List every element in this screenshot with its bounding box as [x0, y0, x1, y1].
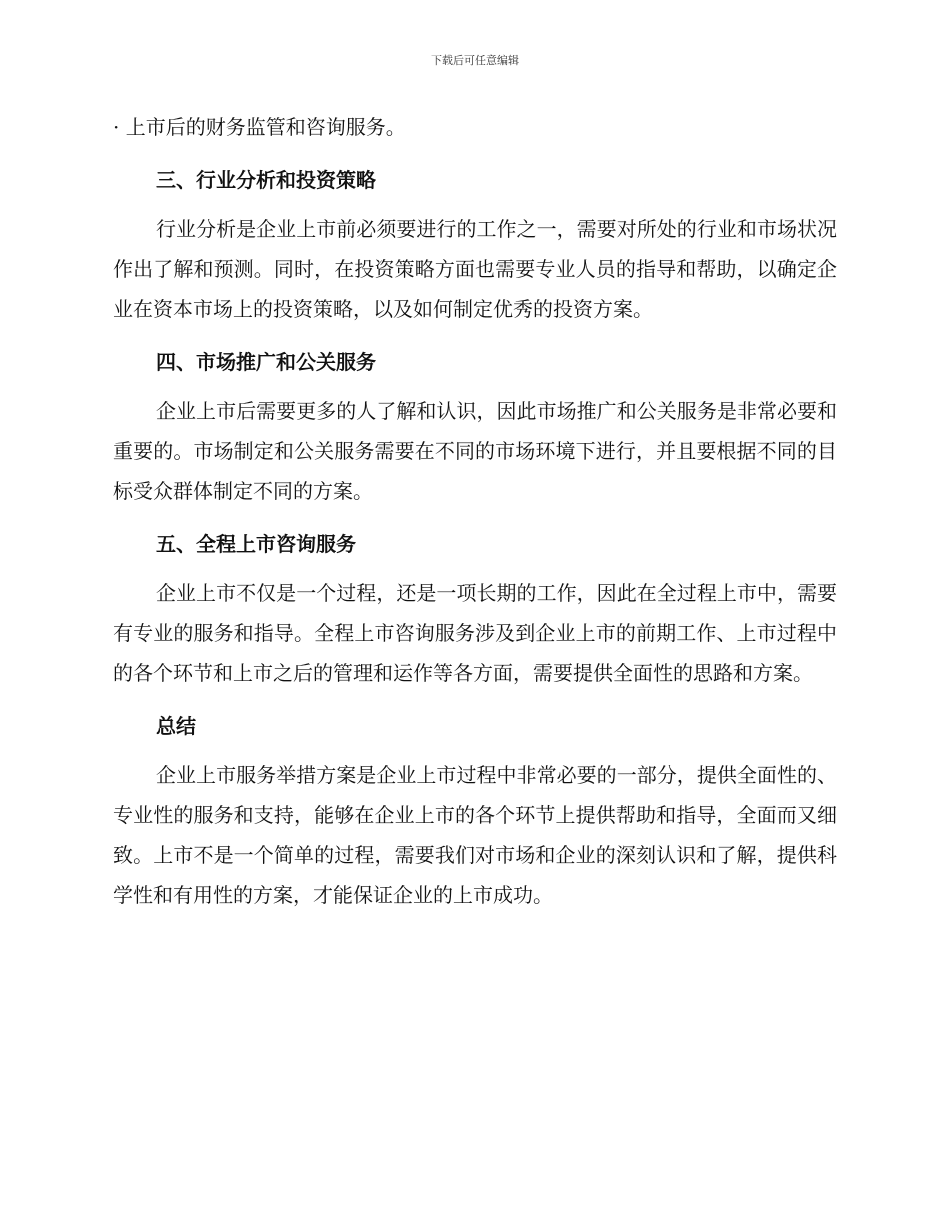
section-heading-full-ipo-consulting: 五、全程上市咨询服务	[156, 532, 356, 556]
bullet-item: · 上市后的财务监管和咨询服务。	[113, 115, 406, 139]
section-paragraph-marketing-pr: 企业上市后需要更多的人了解和认识，因此市场推广和公关服务是非常必要和重要的。市场制定和公关服务需要在不同的市场环境下进行，并且要根据不同的目标受众群体制定不同的方案。	[113, 399, 837, 503]
section-heading-summary: 总结	[156, 714, 196, 738]
section-paragraph-summary: 企业上市服务举措方案是企业上市过程中非常必要的一部分，提供全面性的、专业性的服务和支持，能够在企业上市的各个环节上提供帮助和指导，全面而又细致。上市不是一个简单的过程，需要我们对市场和企业的深刻认识和了解，提供科学性和有用性的方案，才能保证企业的上市成功。	[113, 763, 837, 907]
section-paragraph-industry-analysis: 行业分析是企业上市前必须要进行的工作之一，需要对所处的行业和市场状况作出了解和预测。同时，在投资策略方面也需要专业人员的指导和帮助，以确定企业在资本市场上的投资策略，以及如何制定优秀的投资方案。	[113, 217, 837, 321]
document-body	[113, 108, 837, 931]
section-paragraph-full-ipo-consulting: 企业上市不仅是一个过程，还是一项长期的工作，因此在全过程上市中，需要有专业的服务和指导。全程上市咨询服务涉及到企业上市的前期工作、上市过程中的各个环节和上市之后的管理和运作等各方面，需要提供全面性的思路和方案。	[113, 581, 837, 685]
page-header-note: 下载后可任意编辑	[431, 54, 519, 67]
section-heading-industry-analysis: 三、行业分析和投资策略	[156, 168, 376, 192]
section-heading-marketing-pr: 四、市场推广和公关服务	[156, 350, 376, 374]
